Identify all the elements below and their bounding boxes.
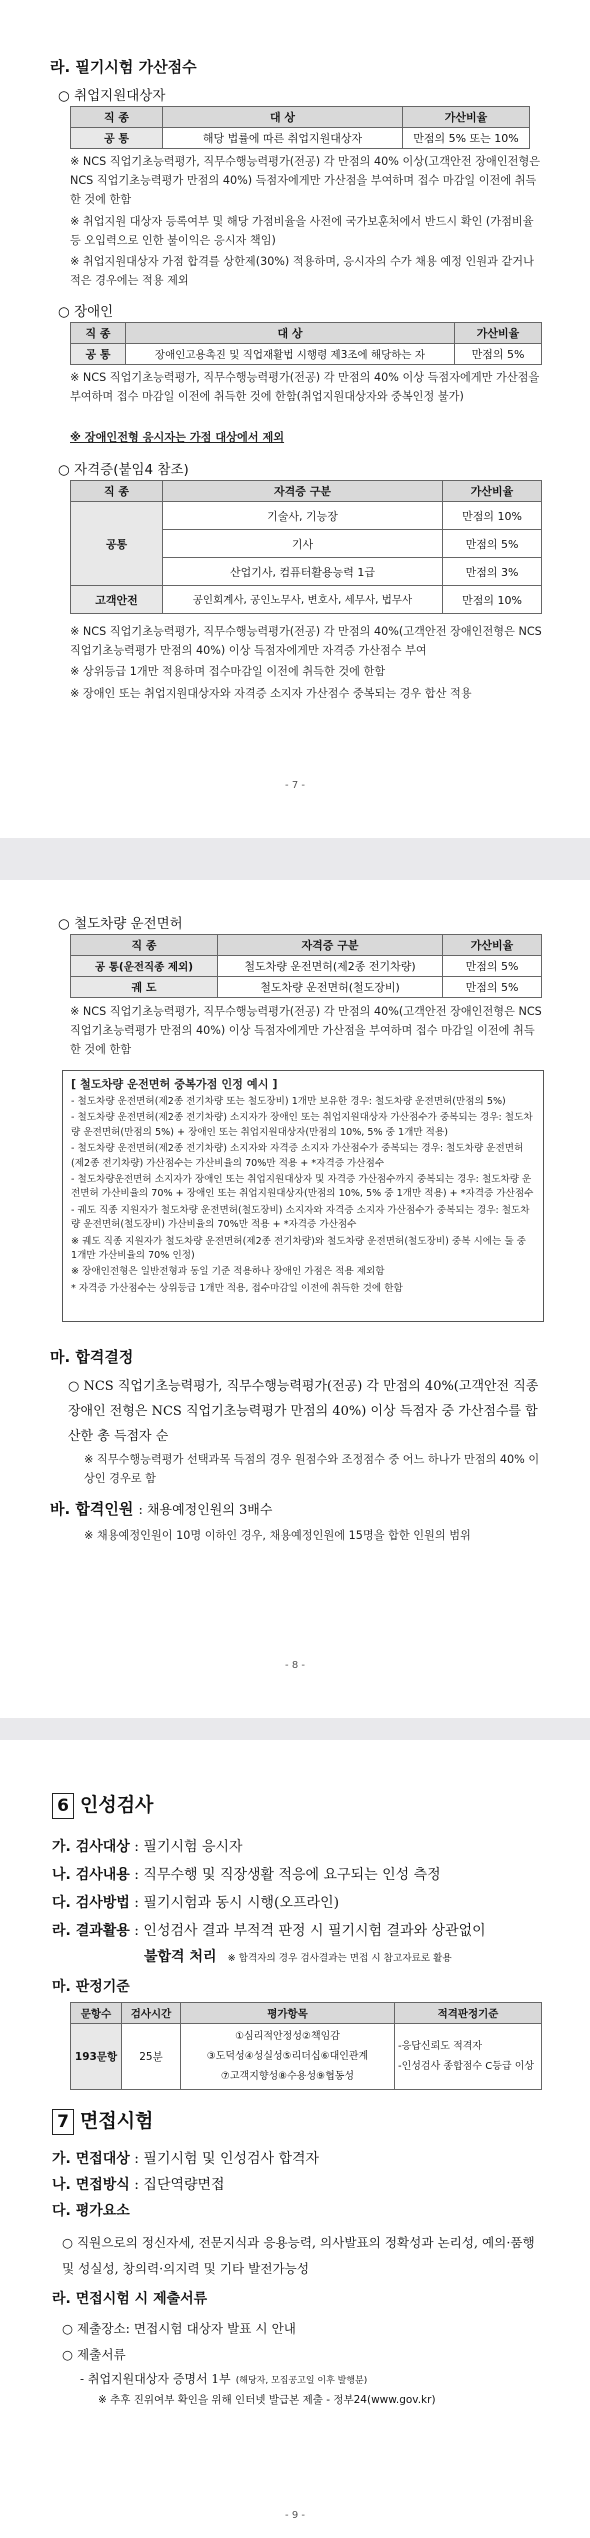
subsection-disabled: ○ 장애인: [58, 304, 114, 320]
col-header: 직 종: [71, 323, 126, 344]
section-heading-pass-count: 바. 합격인원: [50, 1500, 134, 1518]
personality-method: [52, 1892, 339, 1912]
document-page-9: [0, 1740, 590, 2538]
doc-item-small: (해당자, 모집공고일 이후 발행분): [235, 2376, 368, 2386]
criteria-line: -인성검사 종합점수 C등급 이상: [398, 2060, 535, 2072]
table-cell: 철도차량 운전면허(제2종 전기차량): [218, 956, 443, 977]
page-gap: [0, 1718, 590, 1740]
document-page-7: [0, 0, 590, 838]
pass-count-text: : 채용예정인원의 3배수: [138, 1503, 273, 1518]
certificates-table: [70, 480, 542, 614]
table-cell: 만점의 5% 또는 10%: [403, 128, 530, 149]
col-header: 대 상: [126, 323, 455, 344]
table-cell: 기사: [163, 530, 443, 558]
table-cell: 193문항: [71, 2024, 122, 2090]
col-header: 가산비율: [443, 935, 542, 956]
table-cell: 만점의 10%: [443, 586, 542, 614]
veterans-table: [70, 106, 530, 149]
table-cell: 장애인고용촉진 및 직업재활법 시행령 제3조에 해당하는 자: [126, 344, 455, 365]
table-cell: [181, 2024, 395, 2090]
personality-usage: [52, 1920, 486, 1940]
criteria-heading: 마. 판정기준: [52, 1979, 130, 1995]
note: ※ 장애인전형 응시자는 가점 대상에서 제외: [70, 431, 285, 444]
note: ※ 상위등급 1개만 적용하며 접수마감일 이전에 취득한 것에 한함: [70, 665, 386, 678]
criteria-table: [70, 2002, 542, 2090]
table-cell: 만점의 5%: [443, 530, 542, 558]
table-cell: 만점의 5%: [443, 956, 542, 977]
note: ※ NCS 직업기초능력평가, 직무수행능력평가(전공) 각 만점의 40%(고객안전 장애인전형은 NCS 직업기초능력평가 만점의 40%) 이상 득점자에게만 가산점을 부여하며 접수 마감일 이전에 취득한 것에 한함: [70, 1005, 542, 1056]
table-cell: 공 통(운전직종 제외): [71, 956, 218, 977]
box-line: - 철도차량 운전면허(제2종 전기차량) 소지자와 자격증 소지자 가산점수가 중복되는 경우: 철도차량 운전면허(제2종 전기차량) 가산점수는 가산비율의 70%만 적용 + *자격증 가산점수: [71, 1143, 524, 1169]
pass-decision-text: ○ NCS 직업기초능력평가, 직무수행능력평가(전공) 각 만점의 40%(고객안전 직종 장애인 전형은 NCS 직업기초능력평가 만점의 40%) 이상 득점자 중 가산점수를 합산한 총 득점자 순: [68, 1379, 539, 1444]
box-title: [ 철도차량 운전면허 중복가점 인정 예시 ]: [71, 1078, 278, 1091]
table-cell: 기술사, 기능장: [163, 502, 443, 530]
table-row: [71, 128, 530, 149]
table-row: [71, 956, 542, 977]
document-page-8: [0, 880, 590, 1718]
section-heading-pass: 마. 합격결정: [50, 1348, 134, 1366]
section-number: 6: [52, 1793, 74, 1819]
note: ※ 취업지원대상자 가점 합격를 상한제(30%) 적용하며, 응시자의 수가 채용 예정 인원과 같거나 적은 경우에는 적용 제외: [70, 255, 534, 287]
subsection-veterans: ○ 취업지원대상자: [58, 88, 166, 104]
table-header-row: [71, 323, 542, 344]
table-row: [71, 977, 542, 998]
box-line: ※ 장애인전형은 일반전형과 동일 기준 적용하나 장애인 가점은 적용 제외함: [71, 1266, 385, 1278]
table-header-row: [71, 481, 542, 502]
table-cell: 철도차량 운전면허(철도장비): [218, 977, 443, 998]
table-header-row: [71, 2003, 542, 2024]
interview-method: [52, 2174, 225, 2194]
table-cell: 25분: [122, 2024, 181, 2090]
personality-content: [52, 1864, 441, 1884]
item-label: 나. 검사내용: [52, 1867, 130, 1883]
col-header: 가산비율: [403, 107, 530, 128]
table-cell: 궤 도: [71, 977, 218, 998]
doc-item: [80, 2368, 367, 2387]
table-cell: 만점의 10%: [443, 502, 542, 530]
section-title: 면접시험: [80, 2110, 154, 2132]
section-title: 인성검사: [80, 1794, 154, 1816]
note: ※ NCS 직업기초능력평가, 직무수행능력평가(전공) 각 만점의 40% 이상(고객안전 장애인전형은 NCS 직업기초능력평가 만점의 40%) 득점자에게만 가산점을 부여하며 접수 마감일 이전에 취득한 것에 한함: [70, 155, 541, 206]
col-header: 평가항목: [181, 2003, 395, 2024]
table-header-row: [71, 107, 530, 128]
table-row: [71, 586, 542, 614]
table-cell: 공 통: [71, 128, 163, 149]
eval-elements-text: ○ 직원으로의 정신자세, 전문지식과 응용능력, 의사발표의 정확성과 논리성, 예의·품행 및 성실성, 창의력·의지력 및 기타 발전가능성: [62, 2235, 535, 2276]
box-line: - 철도차량운전면허 소지자가 장애인 또는 취업지원대상자 및 자격증 가산점수까지 중복되는 경우: 철도차량 운전면허 가산비율의 70% + 장애인 또는 취업지원대상자(만점의 10%, 5% 중 1개만 적용) + *자격증 가산점수: [71, 1174, 534, 1200]
subsection-train-license: ○ 철도차량 운전면허: [58, 916, 183, 932]
interview-target: [52, 2148, 319, 2168]
eval-items: ⑦고객지향성⑧수용성⑨협동성: [220, 2070, 355, 2082]
box-line: - 철도차량 운전면허(제2종 전기차량 또는 철도장비) 1개만 보유한 경우: 철도차량 운전면허(만점의 5%): [71, 1096, 506, 1107]
page-number: - 7 -: [285, 780, 305, 791]
section-heading-bonus: 라. 필기시험 가산점수: [50, 58, 197, 76]
item-value: : 필기시험과 동시 시행(오프라인): [134, 1895, 340, 1911]
col-header: 직 종: [71, 481, 163, 502]
table-cell: 공인회계사, 공인노무사, 변호사, 세무사, 법무사: [163, 586, 443, 614]
usage-continued: [144, 1946, 452, 1966]
note: ※ NCS 직업기초능력평가, 직무수행능력평가(전공) 각 만점의 40%(고객안전 장애인전형은 NCS 직업기초능력평가 만점의 40%) 이상 득점자에게만 자격증 가산점수 부여: [70, 625, 542, 657]
col-header: 검사시간: [122, 2003, 181, 2024]
page-number: - 9 -: [285, 2510, 305, 2521]
subsection-certificates: ○ 자격증(붙임4 참조): [58, 462, 189, 478]
table-cell: 산업기사, 컴퓨터활용능력 1급: [163, 558, 443, 586]
table-cell: 고객안전: [71, 586, 163, 614]
col-header: 문항수: [71, 2003, 122, 2024]
note: ※ 장애인 또는 취업지원대상자와 자격증 소지자 가산점수 중복되는 경우 합산 적용: [70, 687, 472, 700]
table-cell: 공통: [71, 502, 163, 586]
item-value: : 인성검사 결과 부적격 판정 시 필기시험 결과와 상관없이: [134, 1923, 486, 1939]
table-row: [71, 502, 542, 530]
note: ※ 취업지원 대상자 등록여부 및 해당 가점비율을 사전에 국가보훈처에서 반드시 확인 (가점비율 등 오입력으로 인한 불이익은 응시자 책임): [70, 215, 534, 247]
section-7-heading: [52, 2106, 153, 2135]
eval-items: ③도덕성④성실성⑤리더십⑥대인관계: [206, 2050, 369, 2062]
table-cell: 만점의 5%: [455, 344, 542, 365]
table-cell: 만점의 3%: [443, 558, 542, 586]
doc-note: ※ 추후 진위여부 확인을 위해 인터넷 발급본 제출 - 정부24(www.gov.kr): [98, 2394, 436, 2406]
submission-docs: ○ 제출서류: [62, 2347, 126, 2362]
box-line: * 자격증 가산점수는 상위등급 1개만 적용, 접수마감일 이전에 취득한 것에 한함: [71, 1282, 403, 1294]
item-value: : 직무수행 및 직장생활 적응에 요구되는 인성 측정: [134, 1867, 441, 1883]
section-6-heading: [52, 1790, 153, 1819]
table-cell: [395, 2024, 542, 2090]
item-value: : 필기시험 및 인성검사 합격자: [134, 2151, 320, 2167]
note: ※ 직무수행능력평가 선택과목 득점의 경우 원점수와 조정점수 중 어느 하나가 만점의 40% 이상인 경우로 함: [84, 1453, 540, 1485]
page-number: - 8 -: [285, 1660, 305, 1671]
item-value: : 집단역량면접: [134, 2177, 225, 2193]
box-lines: [71, 1095, 535, 1298]
personality-target: [52, 1836, 243, 1856]
box-line: ※ 궤도 직종 지원자가 철도차량 운전면허(제2종 전기차량)와 철도차량 운전면허(철도장비) 중복 시에는 둘 중 1개만 가산비율의 70% 인정): [71, 1235, 526, 1262]
col-header: 대 상: [163, 107, 403, 128]
item-label: 가. 검사대상: [52, 1839, 130, 1855]
item-label: 다. 검사방법: [52, 1895, 130, 1911]
page-gap: [0, 838, 590, 880]
duplicate-bonus-example-box: [62, 1070, 544, 1322]
eval-elements-heading: 다. 평가요소: [52, 2203, 130, 2219]
disabled-table: [70, 322, 542, 365]
item-label: 나. 면접방식: [52, 2177, 130, 2193]
criteria-line: -응답신뢰도 적격자: [398, 2040, 483, 2052]
documents-heading: 라. 면접시험 시 제출서류: [52, 2291, 208, 2307]
table-row: [71, 2024, 542, 2090]
box-line: - 궤도 직종 지원자가 철도차량 운전면허(철도장비) 소지자와 자격증 소지자 가산점수가 중복되는 경우: 철도차량 운전면허(철도장비) 가산비율의 70%만 적용 + *자격증 가산점수: [71, 1204, 530, 1231]
table-cell: 공 통: [71, 344, 126, 365]
item-label: 라. 결과활용: [52, 1923, 130, 1939]
section-number: 7: [52, 2109, 74, 2135]
box-line: - 철도차량 운전면허(제2종 전기차량) 소지자가 장애인 또는 취업지원대상자 가산점수가 중복되는 경우: 철도차량 운전면허(만점의 5%) + 장애인 또는 취업지원대상자(만점의 10%, 5% 중 1개만 적용): [71, 1112, 533, 1138]
col-header: 자격증 구분: [163, 481, 443, 502]
col-header: 직 종: [71, 935, 218, 956]
col-header: 가산비율: [443, 481, 542, 502]
table-cell: 만점의 5%: [443, 977, 542, 998]
eval-items: ①심리적안정성②책임감: [235, 2030, 340, 2042]
table-header-row: [71, 935, 542, 956]
item-label: 가. 면접대상: [52, 2151, 130, 2167]
submission-place: ○ 제출장소: 면접시험 대상자 발표 시 안내: [62, 2321, 296, 2336]
note: ※ NCS 직업기초능력평가, 직무수행능력평가(전공) 각 만점의 40% 이상 득점자에게만 가산점을 부여하며 접수 마감일 이전에 취득한 것에 한함(취업지원대상자와 중복인정 불가): [70, 371, 540, 403]
col-header: 직 종: [71, 107, 163, 128]
usage-note: ※ 합격자의 경우 검사결과는 면접 시 참고자료로 활용: [227, 1953, 452, 1964]
table-cell: 해당 법률에 따른 취업지원대상자: [163, 128, 403, 149]
pass-count-line: [50, 1498, 272, 1519]
note: ※ 채용예정인원이 10명 이하인 경우, 채용예정인원에 15명을 합한 인원의 범위: [84, 1529, 471, 1542]
col-header: 적격판정기준: [395, 2003, 542, 2024]
usage-cont-text: 불합격 처리: [144, 1949, 217, 1965]
table-row: [71, 344, 542, 365]
train-license-table: [70, 934, 542, 998]
col-header: 자격증 구분: [218, 935, 443, 956]
item-value: : 필기시험 응시자: [134, 1839, 243, 1855]
col-header: 가산비율: [455, 323, 542, 344]
doc-item-text: - 취업지원대상자 증명서 1부: [80, 2372, 231, 2386]
